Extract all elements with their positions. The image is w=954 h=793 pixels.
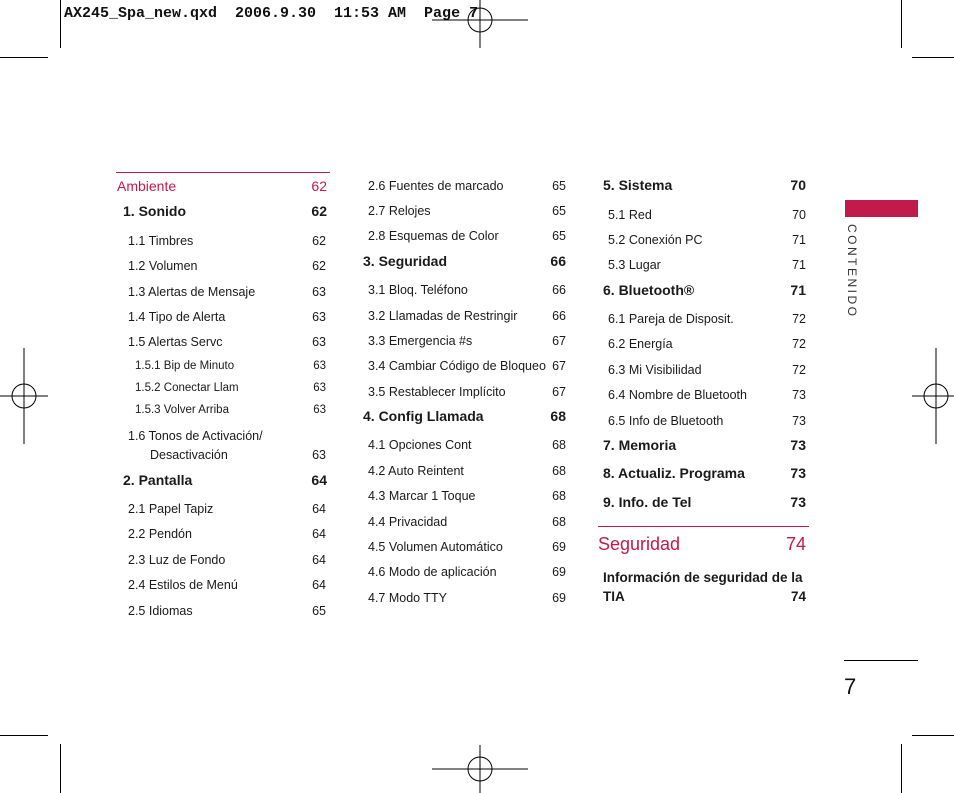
crop-mark — [0, 735, 48, 736]
chapter-tab — [845, 200, 918, 217]
section-rule — [116, 172, 330, 173]
chapter-label: CONTENIDO — [845, 224, 859, 319]
page-number: 7 — [844, 674, 857, 699]
file-header: AX245_Spa_new.qxd 2006.9.30 11:53 AM Page 7 — [64, 5, 479, 22]
crop-mark — [0, 57, 48, 58]
crop-mark — [912, 735, 954, 736]
crop-mark — [912, 57, 954, 58]
registration-mark-icon — [432, 0, 528, 48]
crop-mark — [901, 744, 902, 793]
registration-mark-icon — [912, 348, 954, 444]
crop-mark — [60, 744, 61, 793]
registration-mark-icon — [432, 745, 528, 793]
crop-mark — [60, 0, 61, 48]
crop-mark — [901, 0, 902, 48]
registration-mark-icon — [0, 348, 48, 444]
page-rule — [844, 660, 918, 661]
section-rule — [598, 526, 809, 527]
